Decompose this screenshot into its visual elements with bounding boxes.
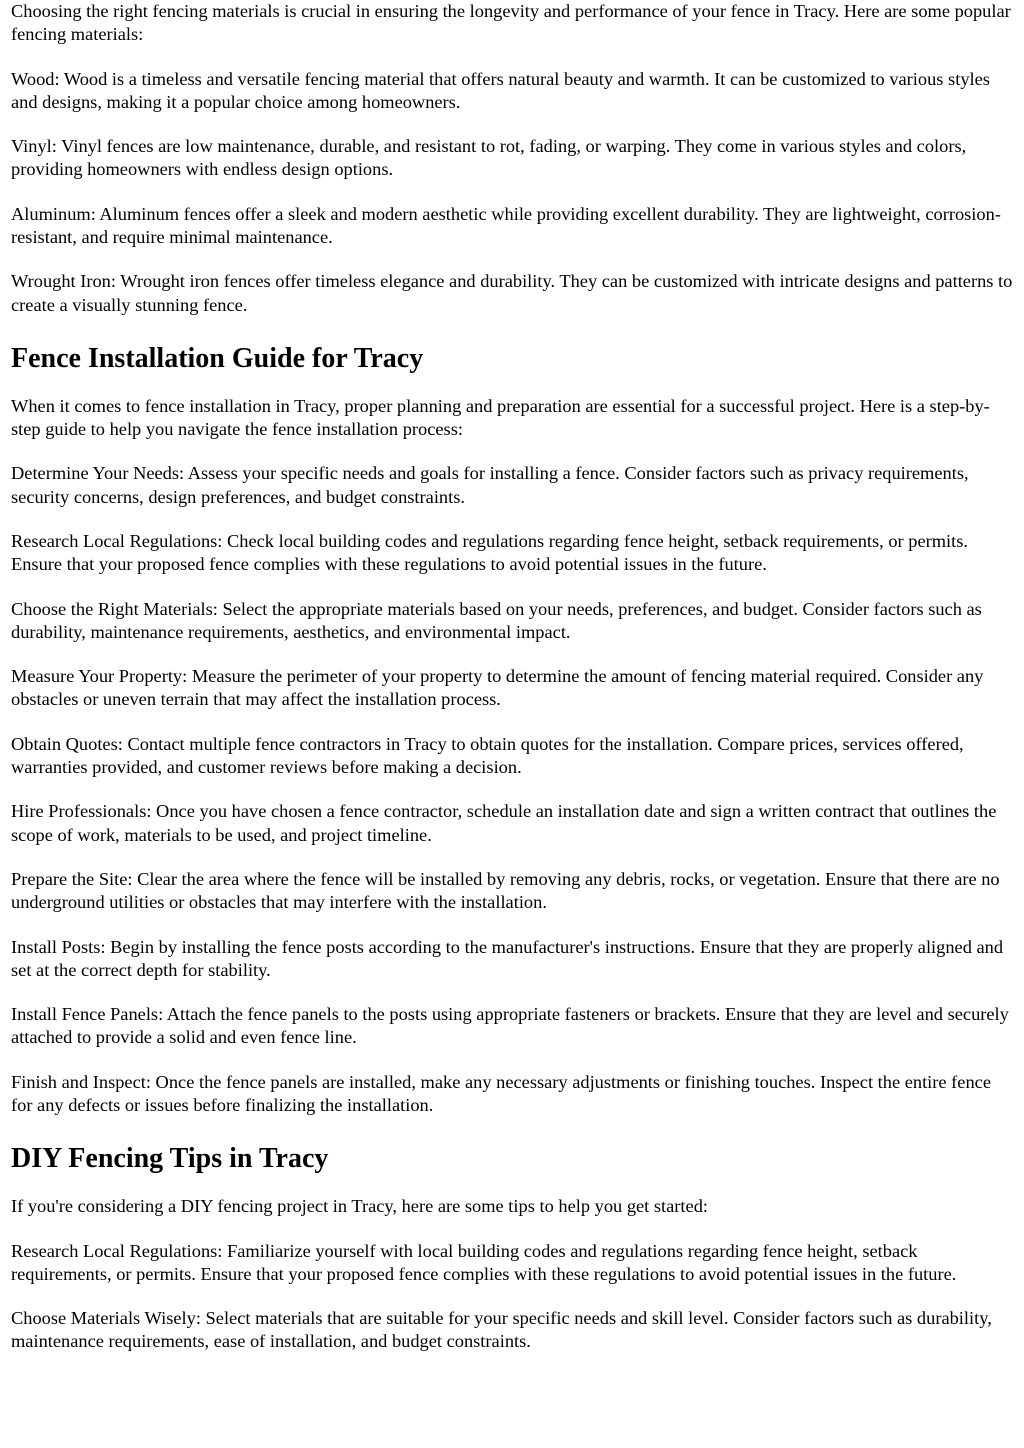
materials-intro: Choosing the right fencing materials is crucial in ensuring the longevity and performance of your fence in Tracy. Here are some popular fencing materials: xyxy=(11,1,1011,45)
materials-section xyxy=(11,0,1013,317)
step-install-panels: Install Fence Panels: Attach the fence panels to the posts using appropriate fasteners or brackets. Ensure that they are level and securely attached to provide a solid and even fence line. xyxy=(11,1004,1009,1048)
diy-intro: If you're considering a DIY fencing project in Tracy, here are some tips to help you get started: xyxy=(11,1196,709,1217)
installation-heading: Fence Installation Guide for Tracy xyxy=(11,342,424,374)
step-measure-property: Measure Your Property: Measure the perimeter of your property to determine the amount of fencing material required. Consider any obstacles or uneven terrain that may affect the installation process. xyxy=(11,666,984,710)
step-choose-materials: Choose the Right Materials: Select the appropriate materials based on your needs, preferences, and budget. Consider factors such as durability, maintenance requirements, aesthetics, and environmental impact. xyxy=(11,598,982,642)
tip-research-regulations: Research Local Regulations: Familiarize yourself with local building codes and regulations regarding fence height, setback requirements, or permits. Ensure that your proposed fence complies with these regulations to avoid potential issues in the future. xyxy=(11,1240,957,1284)
step-determine-needs: Determine Your Needs: Assess your specific needs and goals for installing a fence. Consider factors such as privacy requirements, security concerns, design preferences, and budget constraints. xyxy=(11,463,969,507)
installation-intro: When it comes to fence installation in Tracy, proper planning and preparation are essential for a successful project. Here is a step-by-step guide to help you navigate the fence installation process: xyxy=(11,395,990,439)
step-prepare-site: Prepare the Site: Clear the area where the fence will be installed by removing any debris, rocks, or vegetation. Ensure that there are no underground utilities or obstacles that may interfere with the installation. xyxy=(11,868,1000,913)
step-research-regulations: Research Local Regulations: Check local building codes and regulations regarding fence height, setback requirements, or permits. Ensure that your proposed fence complies with these regulations to avoid potential issues in the future. xyxy=(11,530,969,575)
step-install-posts: Install Posts: Begin by installing the fence posts according to the manufacturer's instructions. Ensure that they are properly aligned and set at the correct depth for stability. xyxy=(11,936,1004,980)
material-aluminum: Aluminum: Aluminum fences offer a sleek and modern aesthetic while providing excellent durability. They are lightweight, corrosion-resistant, and require minimal maintenance. xyxy=(11,203,1001,247)
diy-heading: DIY Fencing Tips in Tracy xyxy=(11,1143,329,1175)
diy-section xyxy=(11,1143,1013,1353)
tip-choose-materials: Choose Materials Wisely: Select materials that are suitable for your specific needs and skill level. Consider factors such as durability, maintenance requirements, ease of installation, and budget constraints. xyxy=(11,1308,992,1352)
material-wood: Wood: Wood is a timeless and versatile fencing material that offers natural beauty and warmth. It can be customized to various styles and designs, making it a popular choice among homeowners. xyxy=(11,68,990,112)
step-finish-inspect: Finish and Inspect: Once the fence panels are installed, make any necessary adjustments or finishing touches. Inspect the entire fence for any defects or issues before finalizing the installation. xyxy=(11,1071,991,1115)
material-vinyl: Vinyl: Vinyl fences are low maintenance, durable, and resistant to rot, fading, or warping. They come in various styles and colors, providing homeowners with endless design options. xyxy=(11,136,967,180)
installation-section xyxy=(11,343,1013,1117)
step-hire-professionals: Hire Professionals: Once you have chosen a fence contractor, schedule an installation date and sign a written contract that outlines the scope of work, materials to be used, and project timeline. xyxy=(11,801,997,845)
material-wrought-iron: Wrought Iron: Wrought iron fences offer timeless elegance and durability. They can be customized with intricate designs and patterns to create a visually stunning fence. xyxy=(11,271,1013,315)
step-obtain-quotes: Obtain Quotes: Contact multiple fence contractors in Tracy to obtain quotes for the installation. Compare prices, services offered, warranties provided, and customer reviews before making a decision. xyxy=(11,733,964,777)
